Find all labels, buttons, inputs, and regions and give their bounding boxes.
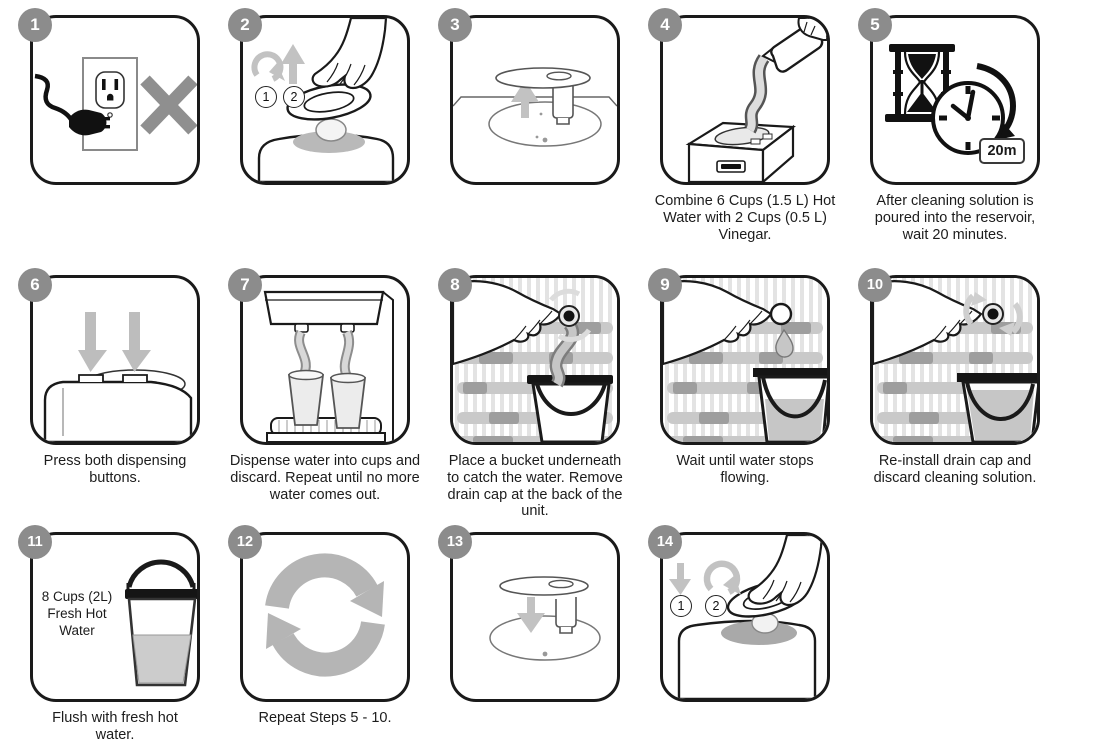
step-13-badge: 13 xyxy=(438,525,472,559)
bucket-volume-label: 8 Cups (2L) Fresh Hot Water xyxy=(41,589,113,638)
step-12-badge: 12 xyxy=(228,525,262,559)
step-7-badge: 7 xyxy=(228,268,262,302)
step-6-panel xyxy=(30,275,200,445)
step-6-cell xyxy=(10,275,220,487)
step-4-cell xyxy=(640,15,850,243)
step-9-cell xyxy=(640,275,850,487)
step-8-caption: Place a bucket underneath to catch the water. Remove drain cap at the back of the unit. xyxy=(447,453,623,520)
step-1-cell xyxy=(10,15,220,185)
step-10-badge: 10 xyxy=(858,268,892,302)
press-both-buttons-icon xyxy=(33,278,197,442)
step-3-badge: 3 xyxy=(438,8,472,42)
dispense-into-cups-icon xyxy=(243,278,407,442)
step-7-cell xyxy=(220,275,430,503)
step-5-caption: After cleaning solution is poured into the reservoir, wait 20 minutes. xyxy=(874,193,1036,243)
step-8-panel xyxy=(450,275,620,445)
step-1-panel xyxy=(30,15,200,185)
step-10-panel xyxy=(870,275,1040,445)
step-11-panel xyxy=(30,532,200,702)
repeat-cycle-arrows-icon xyxy=(243,535,407,699)
step-7-panel xyxy=(240,275,410,445)
step-14-cell xyxy=(640,532,850,702)
step-6-caption: Press both dispensing buttons. xyxy=(43,453,187,486)
step-11-badge: 11 xyxy=(18,525,52,559)
step-1-badge: 1 xyxy=(18,8,52,42)
step-11-caption: Flush with fresh hot water. xyxy=(52,710,178,743)
step-8-cell xyxy=(430,275,640,520)
remove-drain-cap-bucket-icon xyxy=(453,278,617,442)
step-9-badge: 9 xyxy=(648,268,682,302)
step-9-panel xyxy=(660,275,830,445)
step-7-caption: Dispense water into cups and discard. Repeat until no more water comes out. xyxy=(229,453,421,503)
step-12-cell xyxy=(220,532,430,727)
step-8-badge: 8 xyxy=(438,268,472,302)
sequence-marker-2: 2 xyxy=(705,595,727,617)
step-3-panel xyxy=(450,15,620,185)
sequence-marker-1: 1 xyxy=(670,595,692,617)
pour-solution-into-reservoir-icon xyxy=(663,18,827,182)
step-2-panel xyxy=(240,15,410,185)
water-drip-into-bucket-icon xyxy=(663,278,827,442)
sequence-marker-2: 2 xyxy=(283,86,305,108)
step-3-cell xyxy=(430,15,640,185)
remove-baffle-from-reservoir-icon xyxy=(453,18,617,182)
step-13-cell xyxy=(430,532,640,702)
step-4-caption: Combine 6 Cups (1.5 L) Hot Water with 2 Cups (0.5 L) Vinegar. xyxy=(654,193,836,243)
unplug-power-cord-x-icon xyxy=(33,18,197,182)
timer-20m-tag: 20m xyxy=(979,138,1025,164)
sequence-marker-1: 1 xyxy=(255,86,277,108)
step-12-caption: Repeat Steps 5 - 10. xyxy=(258,710,392,726)
step-2-cell xyxy=(220,15,430,185)
step-13-panel xyxy=(450,532,620,702)
reinstall-drain-cap-icon xyxy=(873,278,1037,442)
step-11-cell xyxy=(10,532,220,744)
step-10-cell xyxy=(850,275,1060,487)
step-5-panel xyxy=(870,15,1040,185)
step-5-badge: 5 xyxy=(858,8,892,42)
step-10-caption: Re-install drain cap and discard cleaning solution. xyxy=(873,453,1037,486)
step-6-badge: 6 xyxy=(18,268,52,302)
replace-and-twist-cap-icon xyxy=(663,535,827,699)
step-4-badge: 4 xyxy=(648,8,682,42)
reinstall-baffle-icon xyxy=(453,535,617,699)
step-5-cell xyxy=(850,15,1060,243)
step-4-panel xyxy=(660,15,830,185)
step-12-panel xyxy=(240,532,410,702)
step-14-panel xyxy=(660,532,830,702)
step-2-badge: 2 xyxy=(228,8,262,42)
step-9-caption: Wait until water stops flowing. xyxy=(676,453,814,486)
step-14-badge: 14 xyxy=(648,525,682,559)
